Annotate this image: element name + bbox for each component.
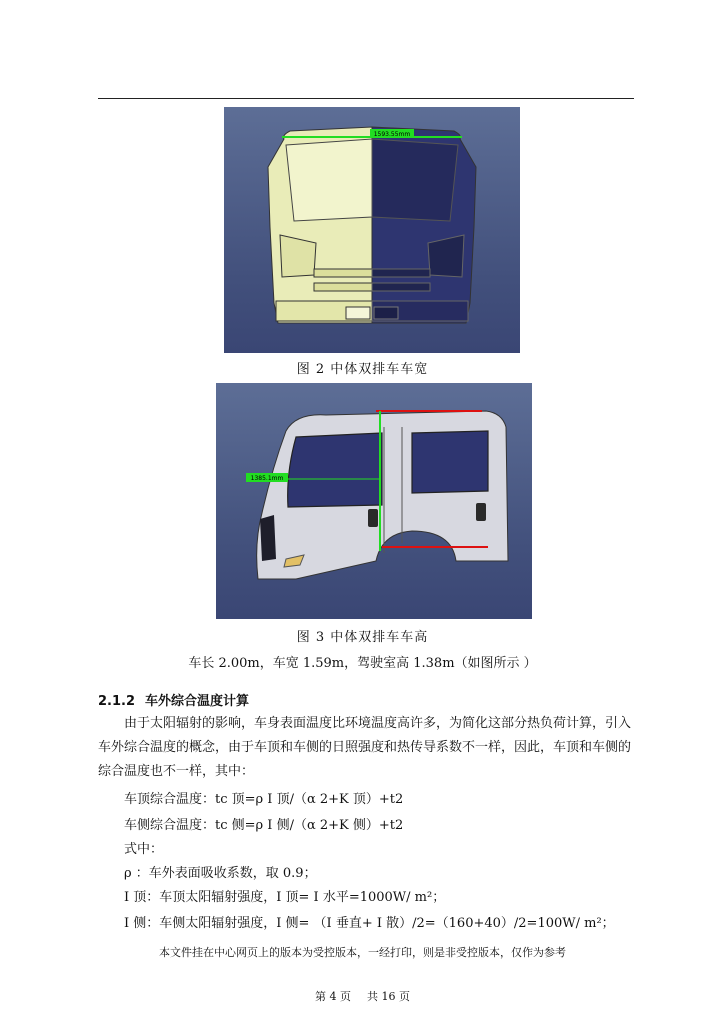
figure-front-view bbox=[224, 107, 520, 353]
section-heading bbox=[98, 690, 249, 709]
height-measure-text: 1385.1mm bbox=[250, 475, 284, 482]
section-number: 2.1.2 bbox=[98, 694, 136, 709]
page-indicator bbox=[0, 988, 725, 1004]
figure-2-caption: 图 2 中体双排车车宽 bbox=[296, 362, 429, 377]
roof-temp-formula: 车顶综合温度：tc 顶=ρ I 顶/（α 2+K 顶）+t2 bbox=[124, 792, 404, 807]
page-number: 第 4 页 bbox=[315, 990, 351, 1003]
width-measure-text: 1593.55mm bbox=[373, 131, 411, 138]
side-radiation-line: I 侧：车侧太阳辐射强度，I 侧= （I 垂直+ I 散）/2=（160+40）/2=100W/ m²； bbox=[124, 916, 615, 931]
intro-paragraph: 由于太阳辐射的影响，车身表面温度比环境温度高许多，为简化这部分热负荷计算，引入车外综合温度的概念，由于车顶和车侧的日照强度和热传导系数不一样，因此，车顶和车侧的综合温度也不一样，其中： bbox=[98, 716, 632, 779]
page-total: 共 16 页 bbox=[367, 990, 410, 1003]
roof-radiation-line: I 顶：车顶太阳辐射强度，I 顶= I 水平=1000W/ m²； bbox=[124, 890, 446, 905]
dimensions-summary: 车长 2.00m，车宽 1.59m，驾驶室高 1.38m（如图所示 ） bbox=[188, 656, 537, 671]
cab-front-illustration bbox=[224, 107, 520, 353]
where-label: 式中： bbox=[124, 842, 164, 857]
absorption-coefficient-line: ρ ：车外表面吸收系数，取 0.9； bbox=[124, 866, 317, 881]
control-footnote: 本文件挂在中心网页上的版本为受控版本，一经打印，则是非受控版本，仅作为参考 bbox=[159, 946, 566, 959]
cab-side-illustration bbox=[216, 383, 532, 619]
side-temp-formula: 车侧综合温度：tc 侧=ρ I 侧/（α 2+K 侧）+t2 bbox=[124, 818, 404, 833]
section-title: 车外综合温度计算 bbox=[145, 694, 250, 709]
figure-3-caption: 图 3 中体双排车车高 bbox=[296, 630, 429, 645]
header-rule bbox=[98, 98, 634, 99]
figure-side-view bbox=[216, 383, 532, 619]
